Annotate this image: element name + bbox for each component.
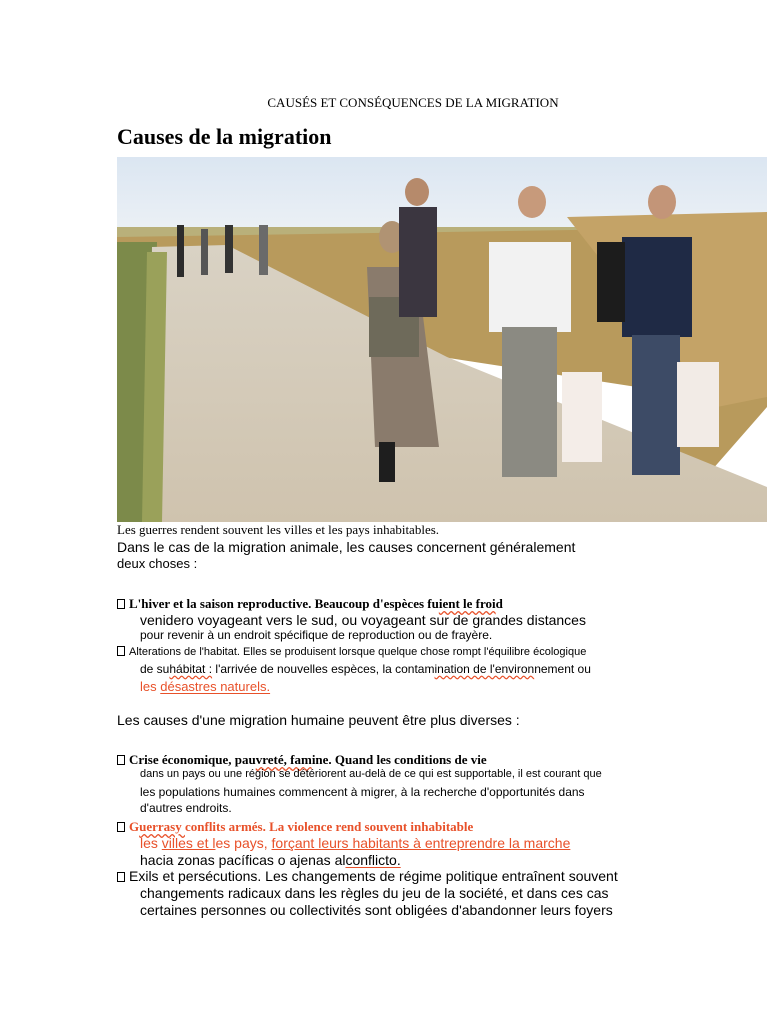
document-header: CAUSÉS ET CONSÉQUENCES DE LA MIGRATION [267, 95, 559, 110]
bullet-icon [117, 599, 125, 609]
human-bullet-1-line-4: d'autres endroits. [140, 801, 232, 815]
human-bullet-2-line-2: les villes et les pays, forçant leurs habitants à entreprendre la marche [140, 835, 571, 851]
animal-bullet-2: Alterations de l'habitat. Elles se produisent lorsque quelque chose rompt l'équilibre écologique [117, 646, 586, 658]
bullet-icon [117, 646, 125, 656]
human-bullet-1: Crise économique, pauvreté, famine. Quand les conditions de vie [117, 752, 487, 768]
animal-bullet-2-line-2: de suhábitat : l'arrivée de nouvelles espèces, la contamination de l'environnement ou [140, 662, 591, 676]
bullet-icon [117, 822, 125, 832]
animal-bullet-2-line-3: les désastres naturels. [140, 679, 271, 694]
human-bullet-2-line-3: hacia zonas pacíficas o ajenas alconflicto. [140, 852, 401, 868]
animal-bullet-1-line-2: venidero voyageant vers le sud, ou voyageant sur de grandes distances [140, 612, 586, 628]
human-bullet-3-line-2: changements radicaux dans les règles du jeu de la société, et dans ces cas [140, 885, 609, 901]
human-bullet-3: Exils et persécutions. Les changements de régime politique entraînent souvent [117, 868, 618, 884]
migrants-photo [117, 157, 767, 522]
human-bullet-3-line-3: certaines personnes ou collectivités sont obligées d'abandonner leurs foyers [140, 902, 613, 918]
human-bullet-2: Guerrasy conflits armés. La violence rend souvent inhabitable [117, 819, 473, 835]
human-bullet-1-line-3: les populations humaines commencent à migrer, à la recherche d'opportunités dans [140, 785, 585, 799]
section-heading: Causes de la migration [117, 124, 332, 149]
animal-bullet-1-line-3: pour revenir à un endroit spécifique de reproduction ou de frayère. [140, 628, 493, 642]
bullet-icon [117, 755, 125, 765]
intro-line-1: Dans le cas de la migration animale, les causes concernent généralement [117, 539, 576, 555]
human-bullet-1-line-2: dans un pays ou une région se détériorent au-delà de ce qui est supportable, il est courant que [140, 768, 602, 780]
animal-bullet-1: L'hiver et la saison reproductive. Beaucoup d'espèces fuient le froid [117, 596, 503, 612]
human-intro: Les causes d'une migration humaine peuvent être plus diverses : [117, 712, 520, 728]
bullet-icon [117, 872, 125, 882]
intro-line-2: deux choses : [117, 556, 198, 571]
photo-caption: Les guerres rendent souvent les villes et les pays inhabitables. [117, 522, 440, 537]
